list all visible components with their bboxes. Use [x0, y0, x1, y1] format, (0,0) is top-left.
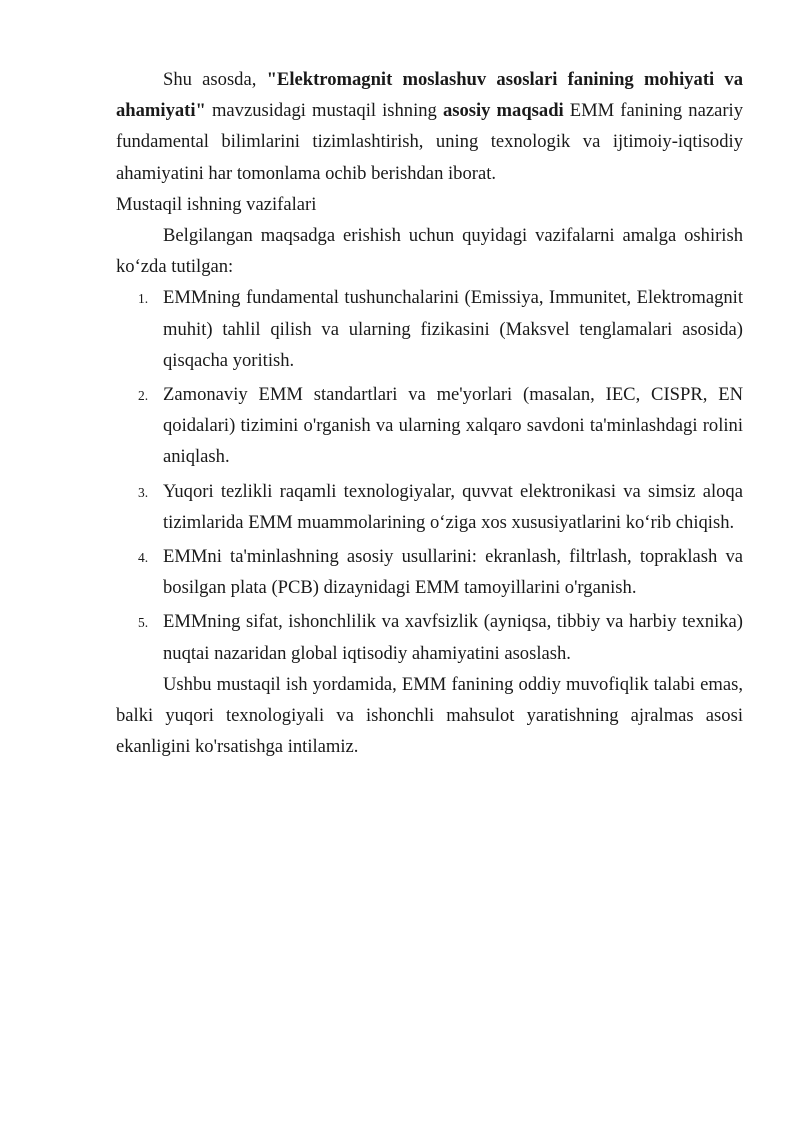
list-item-number: 3.	[138, 484, 149, 500]
list-item	[116, 379, 743, 473]
conclusion-paragraph: Ushbu mustaqil ish yordamida, EMM fanining oddiy muvofiqlik talabi emas, balki yuqori texnologiyali va ishonchli mahsulot yaratishning ajralmas asosi ekanligini ko'rsatishga intilamiz.	[116, 673, 743, 758]
list-item	[116, 282, 743, 376]
document-page	[116, 64, 743, 762]
list-item	[116, 606, 743, 668]
list-item-number: 1.	[138, 291, 149, 307]
list-item	[116, 476, 743, 538]
list-item-text: EMMni ta'minlashning asosiy usullarini: ekranlash, filtrlash, topraklash va bosilgan plata (PCB) dizaynidagi EMM tamoyillarini o'rganish.	[163, 546, 743, 599]
intro-paragraph	[116, 64, 743, 189]
main-goal-label: asosiy maqsadi	[442, 100, 564, 122]
list-item-number: 2.	[138, 388, 149, 404]
list-item-text: EMMning fundamental tushunchalarini (Emissiya, Immunitet, Elektromagnit muhit) tahlil qilish va ularning fizikasini (Maksvel tenglamalari asosida) qisqacha yoritish.	[163, 287, 743, 371]
tasks-heading: Mustaqil ishning vazifalari	[116, 193, 317, 215]
list-item-text: Zamonaviy EMM standartlari va me'yorlari (masalan, IEC, CISPR, EN qoidalari) tizimini o'rganish va ularning xalqaro savdoni ta'minlashdagi rolini aniqlash.	[163, 384, 743, 468]
list-item-text: EMMning sifat, ishonchlilik va xavfsizlik (ayniqsa, tibbiy va harbiy texnika) nuqtai nazaridan global iqtisodiy ahamiyatini asoslash.	[163, 611, 743, 664]
intro-text-middle: mavzusidagi mustaqil ishning	[205, 100, 443, 122]
intro-text-start: Shu asosda,	[163, 69, 267, 90]
tasks-list	[116, 282, 743, 668]
list-item-number: 4.	[138, 550, 149, 566]
tasks-intro: Belgilangan maqsadga erishish uchun quyidagi vazifalarni amalga oshirish ko‘zda tutilgan:	[116, 225, 743, 278]
topic-title: "Elektromagnit moslashuv asoslari fanining mohiyati va ahamiyati"	[116, 69, 744, 122]
list-item-number: 5.	[138, 615, 149, 631]
list-item	[116, 541, 743, 603]
intro-text-end: EMM fanining nazariy fundamental bilimlarini tizimlashtirish, uning texnologik va ijtimoiy-iqtisodiy ahamiyatini har tomonlama ochib berishdan iborat.	[116, 100, 744, 184]
list-item-text: Yuqori tezlikli raqamli texnologiyalar, quvvat elektronikasi va simsiz aloqa tizimlarida EMM muammolarining o‘ziga xos xususiyatlarini ko‘rib chiqish.	[163, 480, 743, 533]
